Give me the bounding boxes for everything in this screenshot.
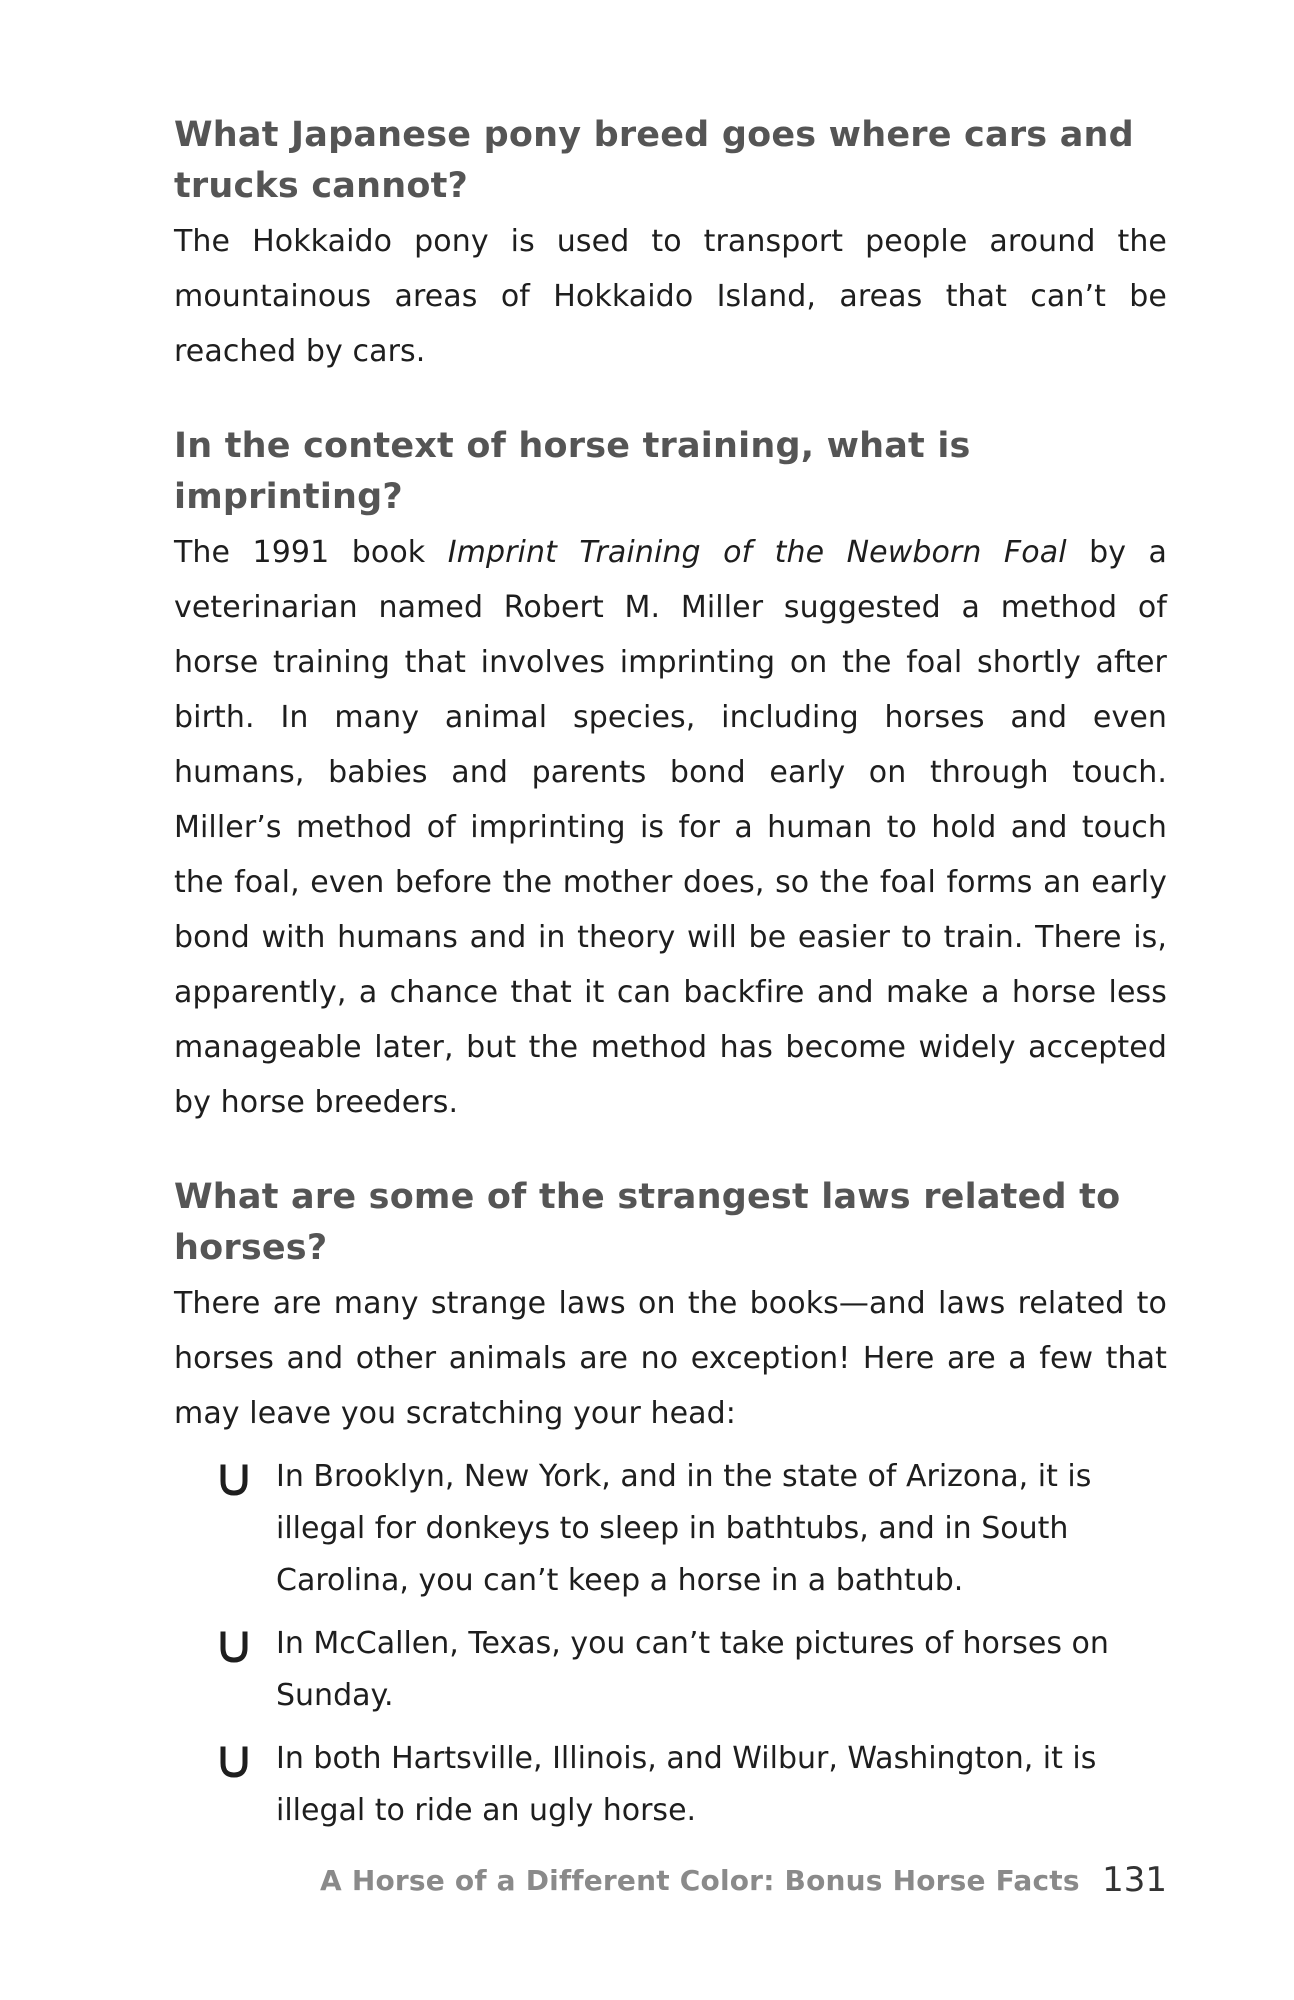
page-body [174,110,1167,1879]
horseshoe-icon [218,1630,250,1664]
question-heading: What are some of the strangest laws related to horses? [174,1177,1121,1268]
question-heading: What Japanese pony breed goes where cars and trucks cannot? [174,115,1134,206]
law-text: In both Hartsville, Illinois, and Wilbur, Washington, it is illegal to ride an ugly horse. [276,1741,1097,1828]
page-footer [174,1860,1167,1904]
book-title: Imprint Training of the Newborn Foal [447,535,1067,570]
list-item [218,1618,1167,1722]
qa-hokkaido-pony [174,110,1167,379]
law-text: In Brooklyn, New York, and in the state of Arizona, it is illegal for donkeys to sleep in bathtubs, and in South Carolina, you can’t keep a horse in a bathtub. [276,1459,1092,1598]
laws-list [174,1451,1167,1837]
law-text: In McCallen, Texas, you can’t take pictures of horses on Sunday. [276,1626,1109,1713]
answer-paragraph: There are many strange laws on the books—and laws related to horses and other animals are no exception! Here are a few that may leave you scratching your head: [174,1286,1167,1431]
horseshoe-icon [218,1463,250,1497]
answer-text-start: The 1991 book [174,535,448,570]
question-heading: In the context of horse training, what is imprinting? [174,426,971,517]
answer-paragraph [174,525,1167,1130]
list-item [218,1451,1167,1607]
answer-text-rest: by a veterinarian named Robert M. Miller suggested a method of horse training that involves imprinting on the foal shortly after birth. In many animal species, including horses and even humans, babies and parents bond early on through touch. Miller’s method of imprinting is for a human to hold and touch the foal, even before the mother does, so the foal forms an early bond with humans and in theory will be easier to train. There is, apparently, a chance that it can backfire and make a horse less manageable later, but the method has become widely accepted by horse breeders. [174,535,1167,1120]
qa-imprinting [174,421,1167,1130]
page-number: 131 [1102,1860,1167,1900]
answer-paragraph: The Hokkaido pony is used to transport people around the mountainous areas of Hokkaido Island, areas that can’t be reached by cars. [174,224,1167,369]
horseshoe-icon [218,1745,250,1779]
list-item [218,1733,1167,1837]
running-title: A Horse of a Different Color: Bonus Horse Facts [320,1864,1080,1897]
qa-strange-laws [174,1172,1167,1837]
